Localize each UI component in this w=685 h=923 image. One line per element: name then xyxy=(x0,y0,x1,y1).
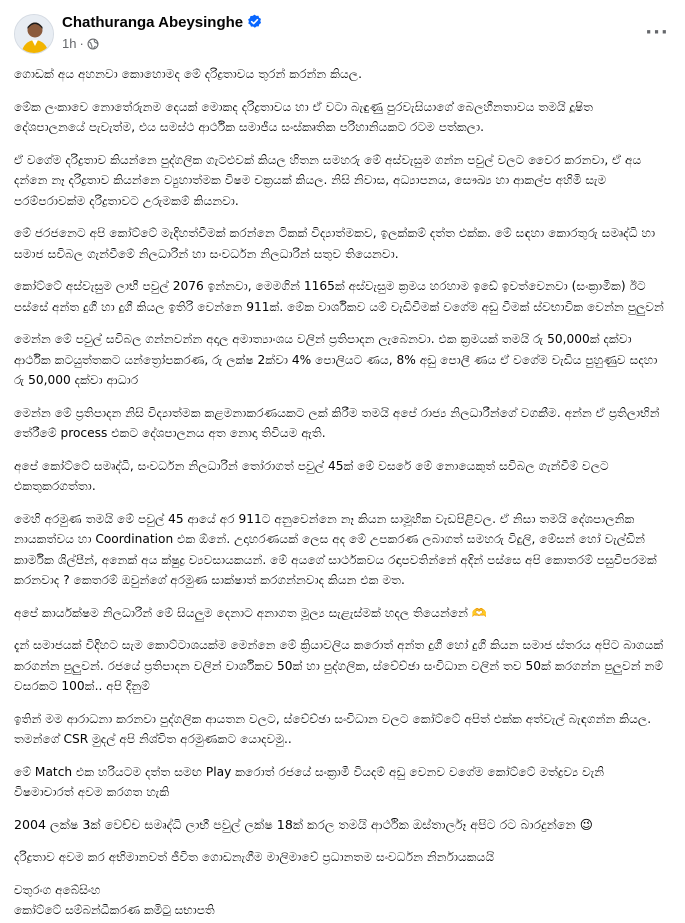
post-paragraph: ඒ වගේම දරිද්‍රතාව කියන්නෙ පුද්ගලික ගැටළුවක් කියල හිතන සමහරු මේ අස්වැසුම ගන්න පවුල් වලට වෛර කරනවා, ඒ අය දන්නෙ නෑ දරිද්‍රතාව කියන්නෙ ව්‍යුහාත්මක විෂම චක්‍රයක් කියල. නිසි නිවාස, අධ්‍යාපනය, සෞඛ්‍ය හා ආකල්ප අහිමි සැම පරම්පරාවක්ම දරිද්‍රතාවට උරුමකම් කියනවා. xyxy=(14,152,642,208)
post-paragraph: කෝට්ටේ අස්වැසුම ලාභී පවුල් 2076 ඉන්නවා, මෙමගින් 1165ක් අස්වැසුම ක්‍රමය හරහාම ඉඩේ ඉවත්වෙනවා (සංක්‍රාමික) ඊට පස්සේ අන්ත දුගී හා දුගී කියල ඉතිරි වෙන්නෙ 911ක්. මේක වාර්ශිකව යම් වැඩිවීමක් වගේම අඩු වීමක් ස්වභාවික වෙන්න පුලුවන් xyxy=(14,279,664,314)
post-header xyxy=(14,12,671,58)
post-paragraph: මේ Match එක හරියටම දත්ත සමඟ Play කරොත් රජයේ සංක්‍රාමී වියදම් අඩු වෙනව වගේම කෝට්ටේ මත්ද්‍රව්‍ය වැනි විෂමාචාරත් අවම කරගත හැකි xyxy=(14,764,605,799)
post-paragraph: දැන් සමාජයක් විදිහට සැම කොට්ටාශයක්ම මෙන්නෙ මේ ක්‍රියාවලිය කරොත් අන්ත දුගී හෝ දුගී කියන සමාජ ස්තරය අපිට බාගයක් කරගන්න පුලුවන්. රජයේ ප්‍රතිපාදන වලින් වාර්ශිකව 50ක් හා පුද්ගලික, ස්වේච්ඡා සංවිධාන වලින් තව 50ක් කරගන්න පුලුවන් නම් වසරකට 100ක්.. අපි දිනුම් xyxy=(14,638,664,693)
post-paragraph: දරිද්‍රතාව අවම කර අභිමානවත් ජීවිත ගොඩනැගීම මාලිමාවේ ප්‍රධානතම සංවර්ධන නිර්නායකයයි xyxy=(14,850,495,864)
verified-badge-icon xyxy=(247,14,262,33)
post-paragraph: මේ ජරජනෙට අපි කෝට්ටේ මැදිහත්වීමක් කරන්නෙ ටිකක් විද්‍යාත්මකව, ඉලක්කම් දත්ත එක්ක. මේ සඳහා කොරතුරු සමෘද්ධි හා සමාජ සවිබල ගැන්වීමේ නිලධාරින් හා සංවර්ධන නිලධාරින් සතුව තියෙනවා. xyxy=(14,226,656,261)
post-paragraph: මෙන්න මේ ප්‍රතිපාදන නිසි විද්‍යාත්මක කළමනාකරණයකට ලක් කිරීම තමයි අපේ රාජ්‍ය නිලධාරීන්ගේ වගකීම. අන්න ඒ ප්‍රතිලාභින් තේරීමේ process එකට දේශපාලනය අත නොදා තිවියම ඇති. xyxy=(14,405,660,440)
globe-icon[interactable] xyxy=(87,38,99,53)
post-meta xyxy=(62,36,99,53)
author-name[interactable] xyxy=(62,14,262,33)
more-options-icon[interactable]: ··· xyxy=(645,21,669,43)
post-paragraph: අපේ කෝට්ටේ සමෘද්ධි, සංවර්ධන නිලධාරින් තෝරාගත් පවුල් 45ක් මේ වසරේ මේ නොයෙකුත් සවිබල ගැන්වීම් වලට එකතුකරගත්තා. xyxy=(14,458,609,493)
signature-name: චතුරංග අබේසිංහ xyxy=(14,882,101,897)
post-paragraph: ගොඩක් අය අහනවා කොහොමද මේ දරිද්‍රතාවය තුරන් කරන්න කියල. xyxy=(14,67,362,81)
signature-title: කෝට්ටේ සම්බන්ධීකරණ කමිටු සභාපති xyxy=(14,902,215,917)
post-time[interactable]: 1h xyxy=(62,36,77,51)
avatar[interactable] xyxy=(14,14,54,54)
signature xyxy=(14,880,666,920)
post-paragraph: මේක ලංකාවෙ නොතේරුනම දෙයක් මොකද දරිද්‍රතාවය හා ඒ වටා බැඳුණු පුරවැසියාගේ බෙලහීනතාවය තමයි දූෂිත දේශපාලනයේ පැවැත්ම, එය සමස්ථ ආර්ථික සමාජීය සංස්කෘතික පරිහානියකට රටම පත්කලා. xyxy=(14,99,594,134)
post-paragraph: 2004 ලක්ෂ 3ක් වෙච්ච සමෘද්ධි ලාභී පවුල් ලක්ෂ 18ක් කරල තමයි ආර්ථික ඔස්තාර්ලෑ අපිට රට බාරදුන්නෙ 😉 xyxy=(14,816,593,832)
post-paragraph: ඉතින් මම ආරාධනා කරනවා පුද්ගලික ආයතන වලට, ස්වේච්ඡා සංවිධාන වලට කෝට්ටේ අපිත් එක්ක අත්වැල් බැඳගන්න කියල. තමන්ගේ CSR මුදල් අපි නිශ්චිත අරමුණකට යොදවමු.. xyxy=(14,711,652,746)
post-paragraph: මෙන්න මේ පවුල් සවිබල ගන්නවන්න අදාල අමාත්‍යාංශය වලින් ප්‍රතිපාදන ලැබෙනවා. එක ක්‍රමයක් තමයි රු 50,000ක් දක්වා ආර්ථික කටයුත්තකට යන්ත්‍රෝපකරණ, රු ලක්ෂ 2ක්වා 4% පොලියට ණය, 8% අඩු පොලී ණය ඒ වගේම වැඩිය පුහුණුව සදහා රු 50,000 දක්වා ආධාර xyxy=(14,332,658,387)
post-content xyxy=(14,64,666,920)
post-paragraph: මෙහි අරමුණ තමයි මේ පවුල් 45 ආයේ අර 911ට අනුවෙන්නෙ නෑ කියන සාමූහික වැඩපිළිවල. ඒ නිසා තමයි දේශපාලනික නායකත්වය හා Coordination එක ඕනේ. උදාහරණයක් ලෙස අද මේ උපකරණ ලබාගත් සමහරු විදුලි, මේසන් හෝ වැල්ඩින් කාර්මික ශිල්පීන්, අනෙක් අය ක්ෂුද්‍ර ව්‍යවසායකයන්. මේ අයගේ සාර්ථකවය රඳාපවතින්නේ අදින් පස්සෙ අපි කොතරම් පසුවිපරමක් කරනවාද ? කෙතරම් ඔවුන්ගේ අරමුණ සාක්ෂාත් කරගන්නවාද කියන එක මත. xyxy=(14,511,657,587)
profile-photo-icon xyxy=(15,15,54,54)
author-name-text[interactable]: Chathuranga Abeysinghe xyxy=(62,14,244,31)
post-paragraph: අපේ කාර්යක්ෂම නිලධාරින් මේ සියලුම දෙනාට අනාගත මූල්‍ය සැළැස්මක් හදල තියෙන්නේ 🫶 xyxy=(14,605,488,620)
meta-separator: · xyxy=(79,36,84,51)
